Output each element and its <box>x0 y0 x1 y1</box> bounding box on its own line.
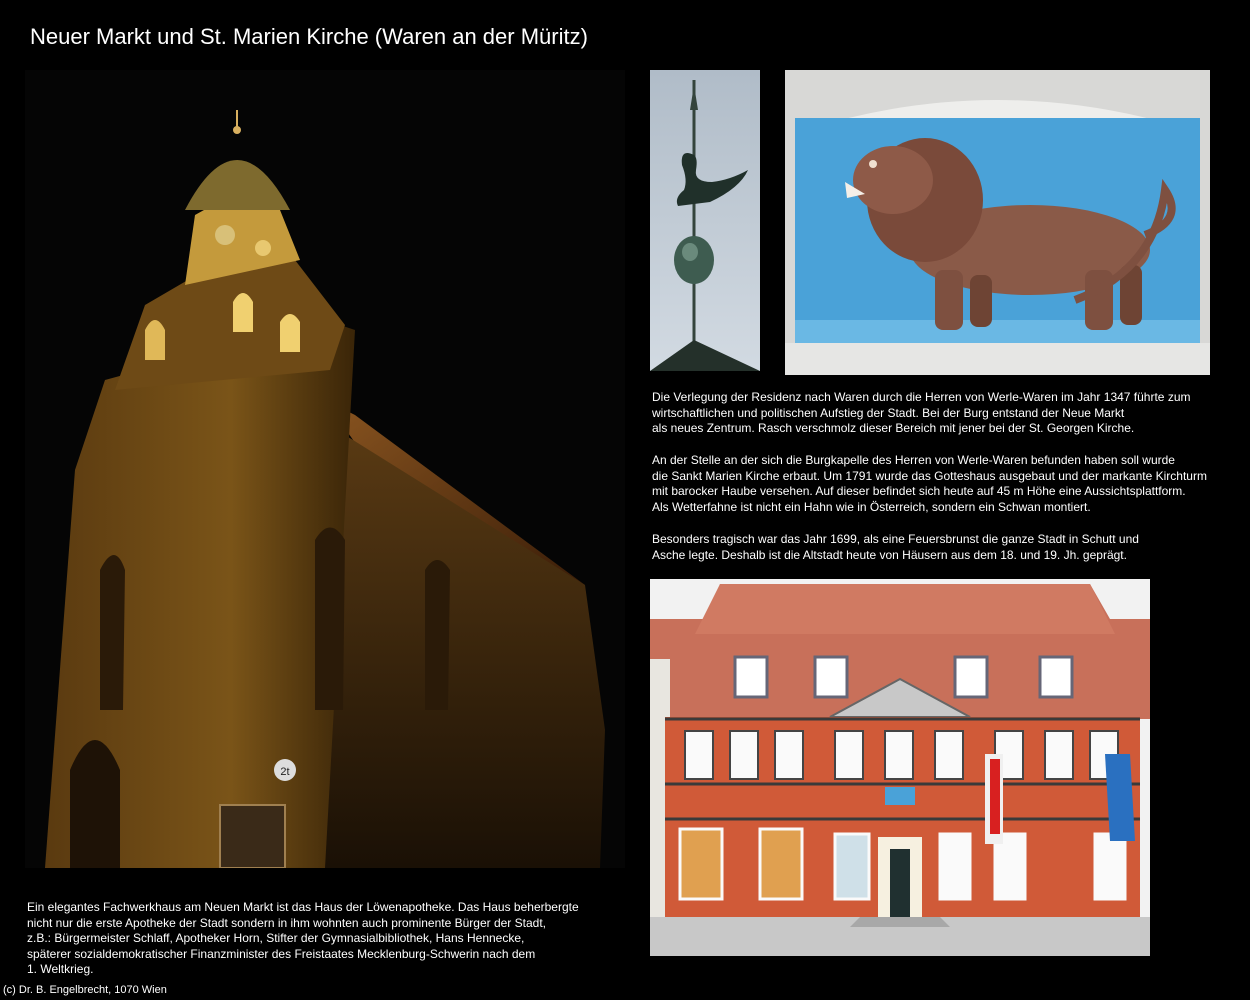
history-paragraph-church: An der Stelle an der sich die Burgkapelle des Herren von Werle-Waren befunden haben soll wurde die Sankt Marien Kirche erbaut. Um 1791 wurde das Gotteshaus ausgebaut und der markante Kirchturm mit barocker Haube versehen. Auf dieser befindet sich heute auf 45 m Höhe eine Aussichtsplattform. Als Wetterfahne ist nicht ein Hahn wie in Österreich, sondern ein Schwan montiert. <box>652 453 1207 514</box>
history-paragraph-residence: Die Verlegung der Residenz nach Waren durch die Herren von Werle-Waren im Jahr 1347 führte zum wirtschaftlichen und politischen Aufstieg der Stadt. Bei der Burg entstand der Neue Markt als neues Zentrum. Rasch verschmolz dieser Bereich mit jener bei der St. Georgen Kirche. <box>652 390 1191 436</box>
page-title: Neuer Markt und St. Marien Kirche (Waren an der Müritz) <box>30 24 588 49</box>
swan-weathervane-photo <box>650 70 760 371</box>
copyright-notice: (c) Dr. B. Engelbrecht, 1070 Wien <box>3 984 167 996</box>
history-paragraph-fire: Besonders tragisch war das Jahr 1699, als eine Feuersbrunst die ganze Stadt in Schutt und Asche legte. Deshalb ist die Altstadt heute von Häusern aus dem 18. und 19. Jh. geprägt. <box>652 532 1139 562</box>
lion-relief-photo <box>785 70 1210 375</box>
loewenapotheke-photo <box>650 579 1150 956</box>
church-sign-text: 2t <box>280 766 290 778</box>
photo-caption: Ein elegantes Fachwerkhaus am Neuen Markt ist das Haus der Löwenapotheke. Das Haus beherbergte nicht nur die erste Apotheke der Stadt sondern in ihm wohnten auch prominente Bürger der Stadt, z.B.: Bürgermeister Schlaff, Apotheker Horn, Stifter der Gymnasialbibliothek, Hans Hennecke, späterer sozialdemokratischer Finanzminister des Freistaates Mecklenburg-Schwerin nach dem 1. Weltkrieg. <box>27 900 579 977</box>
church-night-photo <box>25 70 625 868</box>
